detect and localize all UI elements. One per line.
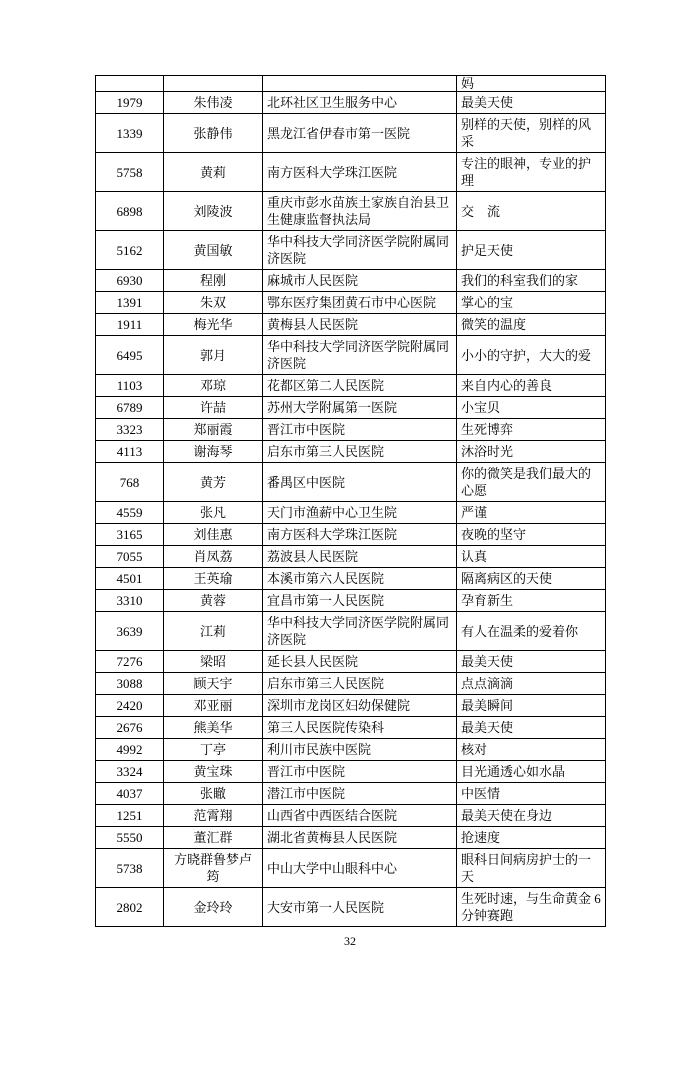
entry-hospital-cell: 黄梅县人民医院 [263, 314, 457, 336]
entry-slogan-cell: 认真 [457, 546, 606, 568]
table-row [96, 568, 606, 590]
entry-slogan-cell: 专注的眼神，专业的护理 [457, 153, 606, 192]
entry-id-cell: 4113 [96, 441, 164, 463]
entry-slogan-cell: 妈 [457, 76, 606, 92]
entry-slogan-cell: 沐浴时光 [457, 441, 606, 463]
table-row [96, 441, 606, 463]
entry-id-cell: 1979 [96, 92, 164, 114]
entry-hospital-cell: 延长县人民医院 [263, 651, 457, 673]
entry-slogan-cell: 小宝贝 [457, 397, 606, 419]
entry-name-cell: 许喆 [164, 397, 263, 419]
entry-slogan-cell: 交 流 [457, 192, 606, 231]
entry-id-cell: 4559 [96, 502, 164, 524]
entry-slogan-cell: 小小的守护，大大的爱 [457, 336, 606, 375]
entry-name-cell: 董汇群 [164, 827, 263, 849]
entry-hospital-cell: 花都区第二人民医院 [263, 375, 457, 397]
entry-hospital-cell: 启东市第三人民医院 [263, 673, 457, 695]
entry-name-cell: 梅光华 [164, 314, 263, 336]
entry-id-cell: 3324 [96, 761, 164, 783]
entry-name-cell: 王英瑜 [164, 568, 263, 590]
entry-name-cell: 张凡 [164, 502, 263, 524]
entry-hospital-cell: 荔波县人民医院 [263, 546, 457, 568]
entry-id-cell: 6898 [96, 192, 164, 231]
entry-slogan-cell: 别样的天使，别样的风采 [457, 114, 606, 153]
entry-hospital-cell: 大安市第一人民医院 [263, 888, 457, 927]
entry-id-cell: 768 [96, 463, 164, 502]
entry-slogan-cell: 目光通透心如水晶 [457, 761, 606, 783]
table-row [96, 375, 606, 397]
entry-id-cell: 1911 [96, 314, 164, 336]
table-row [96, 717, 606, 739]
entry-hospital-cell: 天门市渔薪中心卫生院 [263, 502, 457, 524]
entry-id-cell: 5738 [96, 849, 164, 888]
entry-name-cell: 江莉 [164, 612, 263, 651]
entry-hospital-cell: 晋江市中医院 [263, 761, 457, 783]
entry-id-cell: 1339 [96, 114, 164, 153]
entry-id-cell: 1391 [96, 292, 164, 314]
entry-name-cell: 郑丽霞 [164, 419, 263, 441]
entry-slogan-cell: 生死时速，与生命黄金 6 分钟赛跑 [457, 888, 606, 927]
entry-hospital-cell: 潜江市中医院 [263, 783, 457, 805]
entry-id-cell: 3323 [96, 419, 164, 441]
entry-hospital-cell: 北环社区卫生服务中心 [263, 92, 457, 114]
entry-slogan-cell: 有人在温柔的爱着你 [457, 612, 606, 651]
entry-name-cell: 黄莉 [164, 153, 263, 192]
entry-slogan-cell: 眼科日间病房护士的一天 [457, 849, 606, 888]
entry-name-cell: 丁亭 [164, 739, 263, 761]
table-row [96, 463, 606, 502]
entry-id-cell: 3088 [96, 673, 164, 695]
entry-name-cell: 金玲玲 [164, 888, 263, 927]
entry-name-cell: 程刚 [164, 270, 263, 292]
entry-slogan-cell: 掌心的宝 [457, 292, 606, 314]
entry-name-cell: 朱伟凌 [164, 92, 263, 114]
entry-id-cell: 2676 [96, 717, 164, 739]
entry-hospital-cell: 第三人民医院传染科 [263, 717, 457, 739]
entry-id-cell: 4501 [96, 568, 164, 590]
entry-name-cell [164, 76, 263, 92]
entry-name-cell: 方晓群鲁梦卢筠 [164, 849, 263, 888]
entry-id-cell: 2420 [96, 695, 164, 717]
table-row [96, 673, 606, 695]
entry-id-cell: 6930 [96, 270, 164, 292]
table-row [96, 153, 606, 192]
entry-hospital-cell: 山西省中西医结合医院 [263, 805, 457, 827]
table-row [96, 783, 606, 805]
entry-hospital-cell: 利川市民族中医院 [263, 739, 457, 761]
table-row [96, 292, 606, 314]
entry-slogan-cell: 微笑的温度 [457, 314, 606, 336]
entry-id-cell: 4037 [96, 783, 164, 805]
table-row [96, 849, 606, 888]
entry-name-cell: 刘佳惠 [164, 524, 263, 546]
entry-slogan-cell: 夜晚的坚守 [457, 524, 606, 546]
table-row [96, 739, 606, 761]
table-row [96, 805, 606, 827]
entry-slogan-cell: 最美天使 [457, 651, 606, 673]
entry-slogan-cell: 抢速度 [457, 827, 606, 849]
entry-id-cell: 5758 [96, 153, 164, 192]
entry-id-cell: 6495 [96, 336, 164, 375]
entry-slogan-cell: 你的微笑是我们最大的心愿 [457, 463, 606, 502]
entry-slogan-cell: 隔离病区的天使 [457, 568, 606, 590]
entry-hospital-cell: 南方医科大学珠江医院 [263, 153, 457, 192]
entry-slogan-cell: 严谨 [457, 502, 606, 524]
entry-hospital-cell: 麻城市人民医院 [263, 270, 457, 292]
entry-id-cell: 1103 [96, 375, 164, 397]
entry-name-cell: 黄宝珠 [164, 761, 263, 783]
table-row [96, 419, 606, 441]
entry-hospital-cell: 华中科技大学同济医学院附属同济医院 [263, 231, 457, 270]
entry-slogan-cell: 来自内心的善良 [457, 375, 606, 397]
entry-slogan-cell: 我们的科室我们的家 [457, 270, 606, 292]
entry-name-cell: 顾天宇 [164, 673, 263, 695]
entry-id-cell: 5162 [96, 231, 164, 270]
entry-name-cell: 黄蓉 [164, 590, 263, 612]
entry-slogan-cell: 核对 [457, 739, 606, 761]
entry-hospital-cell: 华中科技大学同济医学院附属同济医院 [263, 336, 457, 375]
entry-name-cell: 张静伟 [164, 114, 263, 153]
table-row [96, 92, 606, 114]
table-body [96, 76, 606, 927]
entry-id-cell [96, 76, 164, 92]
table-row [96, 612, 606, 651]
entry-hospital-cell: 湖北省黄梅县人民医院 [263, 827, 457, 849]
entry-id-cell: 3165 [96, 524, 164, 546]
table-row [96, 502, 606, 524]
entry-slogan-cell: 生死博弈 [457, 419, 606, 441]
entry-id-cell: 2802 [96, 888, 164, 927]
table-row [96, 695, 606, 717]
table-row [96, 192, 606, 231]
entry-name-cell: 熊美华 [164, 717, 263, 739]
table-row [96, 590, 606, 612]
entry-hospital-cell: 深圳市龙岗区妇幼保健院 [263, 695, 457, 717]
entry-id-cell: 4992 [96, 739, 164, 761]
entry-hospital-cell: 苏州大学附属第一医院 [263, 397, 457, 419]
entry-hospital-cell: 本溪市第六人民医院 [263, 568, 457, 590]
entry-id-cell: 5550 [96, 827, 164, 849]
entry-name-cell: 黄芳 [164, 463, 263, 502]
entry-id-cell: 6789 [96, 397, 164, 419]
entry-name-cell: 谢海琴 [164, 441, 263, 463]
entry-hospital-cell [263, 76, 457, 92]
entry-hospital-cell: 番禺区中医院 [263, 463, 457, 502]
table-row [96, 397, 606, 419]
table-row [96, 114, 606, 153]
entry-hospital-cell: 重庆市彭水苗族土家族自治县卫生健康监督执法局 [263, 192, 457, 231]
entry-slogan-cell: 孕育新生 [457, 590, 606, 612]
table-row [96, 231, 606, 270]
entry-hospital-cell: 启东市第三人民医院 [263, 441, 457, 463]
table-row [96, 761, 606, 783]
entry-id-cell: 3639 [96, 612, 164, 651]
entry-hospital-cell: 晋江市中医院 [263, 419, 457, 441]
entry-name-cell: 范霄翔 [164, 805, 263, 827]
entry-name-cell: 刘陵波 [164, 192, 263, 231]
entry-slogan-cell: 护足天使 [457, 231, 606, 270]
entry-hospital-cell: 黑龙江省伊春市第一医院 [263, 114, 457, 153]
entry-slogan-cell: 最美天使在身边 [457, 805, 606, 827]
page-number: 32 [344, 934, 356, 948]
entry-slogan-cell: 最美瞬间 [457, 695, 606, 717]
entry-hospital-cell: 宜昌市第一人民医院 [263, 590, 457, 612]
entries-table [95, 75, 606, 927]
entry-slogan-cell: 最美天使 [457, 717, 606, 739]
table-row [96, 270, 606, 292]
entry-hospital-cell: 南方医科大学珠江医院 [263, 524, 457, 546]
entry-name-cell: 邓琼 [164, 375, 263, 397]
table-row [96, 827, 606, 849]
entry-slogan-cell: 中医情 [457, 783, 606, 805]
entry-name-cell: 黄国敏 [164, 231, 263, 270]
table-row [96, 336, 606, 375]
entry-name-cell: 梁昭 [164, 651, 263, 673]
entry-slogan-cell: 最美天使 [457, 92, 606, 114]
entry-id-cell: 7055 [96, 546, 164, 568]
table-row [96, 314, 606, 336]
entry-id-cell: 3310 [96, 590, 164, 612]
table-row [96, 76, 606, 92]
entry-hospital-cell: 中山大学中山眼科中心 [263, 849, 457, 888]
table-row [96, 888, 606, 927]
entry-name-cell: 郭月 [164, 336, 263, 375]
entry-hospital-cell: 华中科技大学同济医学院附属同济医院 [263, 612, 457, 651]
table-row [96, 651, 606, 673]
entry-id-cell: 7276 [96, 651, 164, 673]
entry-name-cell: 邓亚丽 [164, 695, 263, 717]
entry-slogan-cell: 点点滴滴 [457, 673, 606, 695]
table-row [96, 524, 606, 546]
entry-hospital-cell: 鄂东医疗集团黄石市中心医院 [263, 292, 457, 314]
table-row [96, 546, 606, 568]
document-page [0, 75, 700, 1065]
entry-name-cell: 朱双 [164, 292, 263, 314]
entry-id-cell: 1251 [96, 805, 164, 827]
entry-name-cell: 张瞮 [164, 783, 263, 805]
entry-name-cell: 肖凤荔 [164, 546, 263, 568]
